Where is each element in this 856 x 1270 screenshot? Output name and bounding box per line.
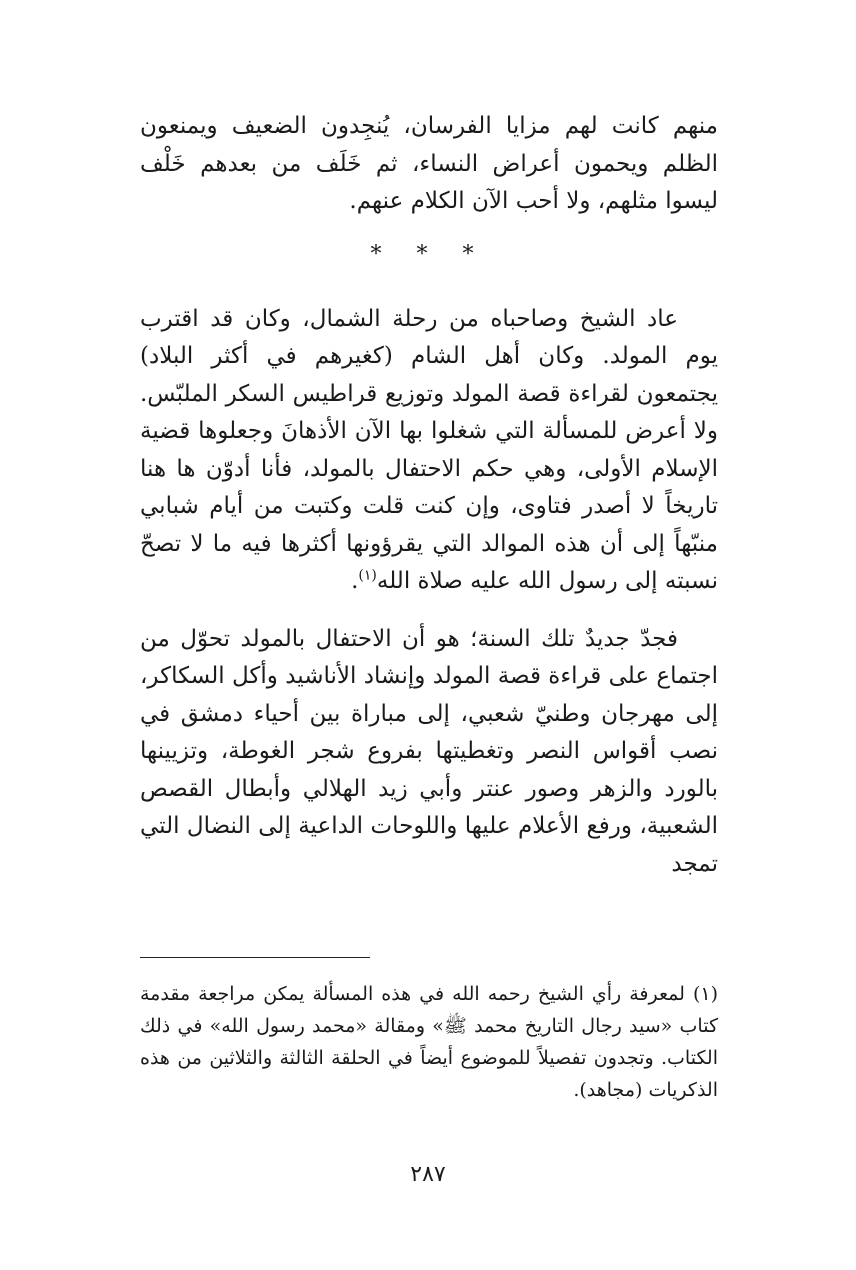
paragraph: فجدّ جديدٌ تلك السنة؛ هو أن الاحتفال بالمولد تحوّل من اجتماع على قراءة قصة المولد وإنشاد الأناشيد وأكل السكاكر، إلى مهرجان وطنيّ شعبي، إلى مباراة بين أحياء دمشق في نصب أقواس النصر وتغطيتها بفروع شجر الغوطة، وتزيينها بالورد والزهر وصور عنتر وأبي زيد الهلالي وأبطال القصص الشعبية، ورفع الأعلام عليها واللوحات الداعية إلى النضال التي تمجد [140,625,718,877]
footnote: (١) لمعرفة رأي الشيخ رحمه الله في هذه المسألة يمكن مراجعة مقدمة كتاب «سيد رجال التاريخ محمد ﷺ» ومقالة «محمد رسول الله» في ذلك الكتاب. وتجدون تفصيلاً للموضوع أيضاً في الحلقة الثالثة والثلاثين من هذه الذكريات (مجاهد). [140,983,718,1101]
paragraph-text: عاد الشيخ وصاحباه من رحلة الشمال، وكان قد اقترب يوم المولد. وكان أهل الشام (كغيرهم في أكثر البلاد) يجتمعون لقراءة قصة المولد وتوزيع قراطيس السكر الملبّس. ولا أعرض للمسألة التي شغلوا بها الآن الأذهانَ وجعلوها قضية الإسلام الأولى، وهي حكم الاحتفال بالمولد، فأنا أدوّن ها هنا تاريخاً لا أصدر فتاوى، وإن كنت قلت وكتبت من أيام شبابي منبّهاً إلى أن هذه الموالد التي يقرؤونها أكثرها فيه ما لا تصحّ نسبته إلى رسول الله عليه صلاة الله [140,305,718,594]
page-body [140,108,718,883]
page-number: ٢٨٧ [410,1162,446,1187]
paragraph: منهم كانت لهم مزايا الفرسان، يُنجِدون الضعيف ويمنعون الظلم ويحمون أعراض النساء، ثم خَلَف من بعدهم خَلْف ليسوا مثلهم، ولا أحب الآن الكلام عنهم. [140,113,718,214]
paragraph-end-punctuation: . [351,568,359,594]
footnote-reference[interactable]: (١) [358,567,377,584]
paragraph [140,301,718,601]
section-separator: * * * [370,241,488,267]
footnote-divider [140,957,370,958]
footnotes-section [140,957,718,1106]
